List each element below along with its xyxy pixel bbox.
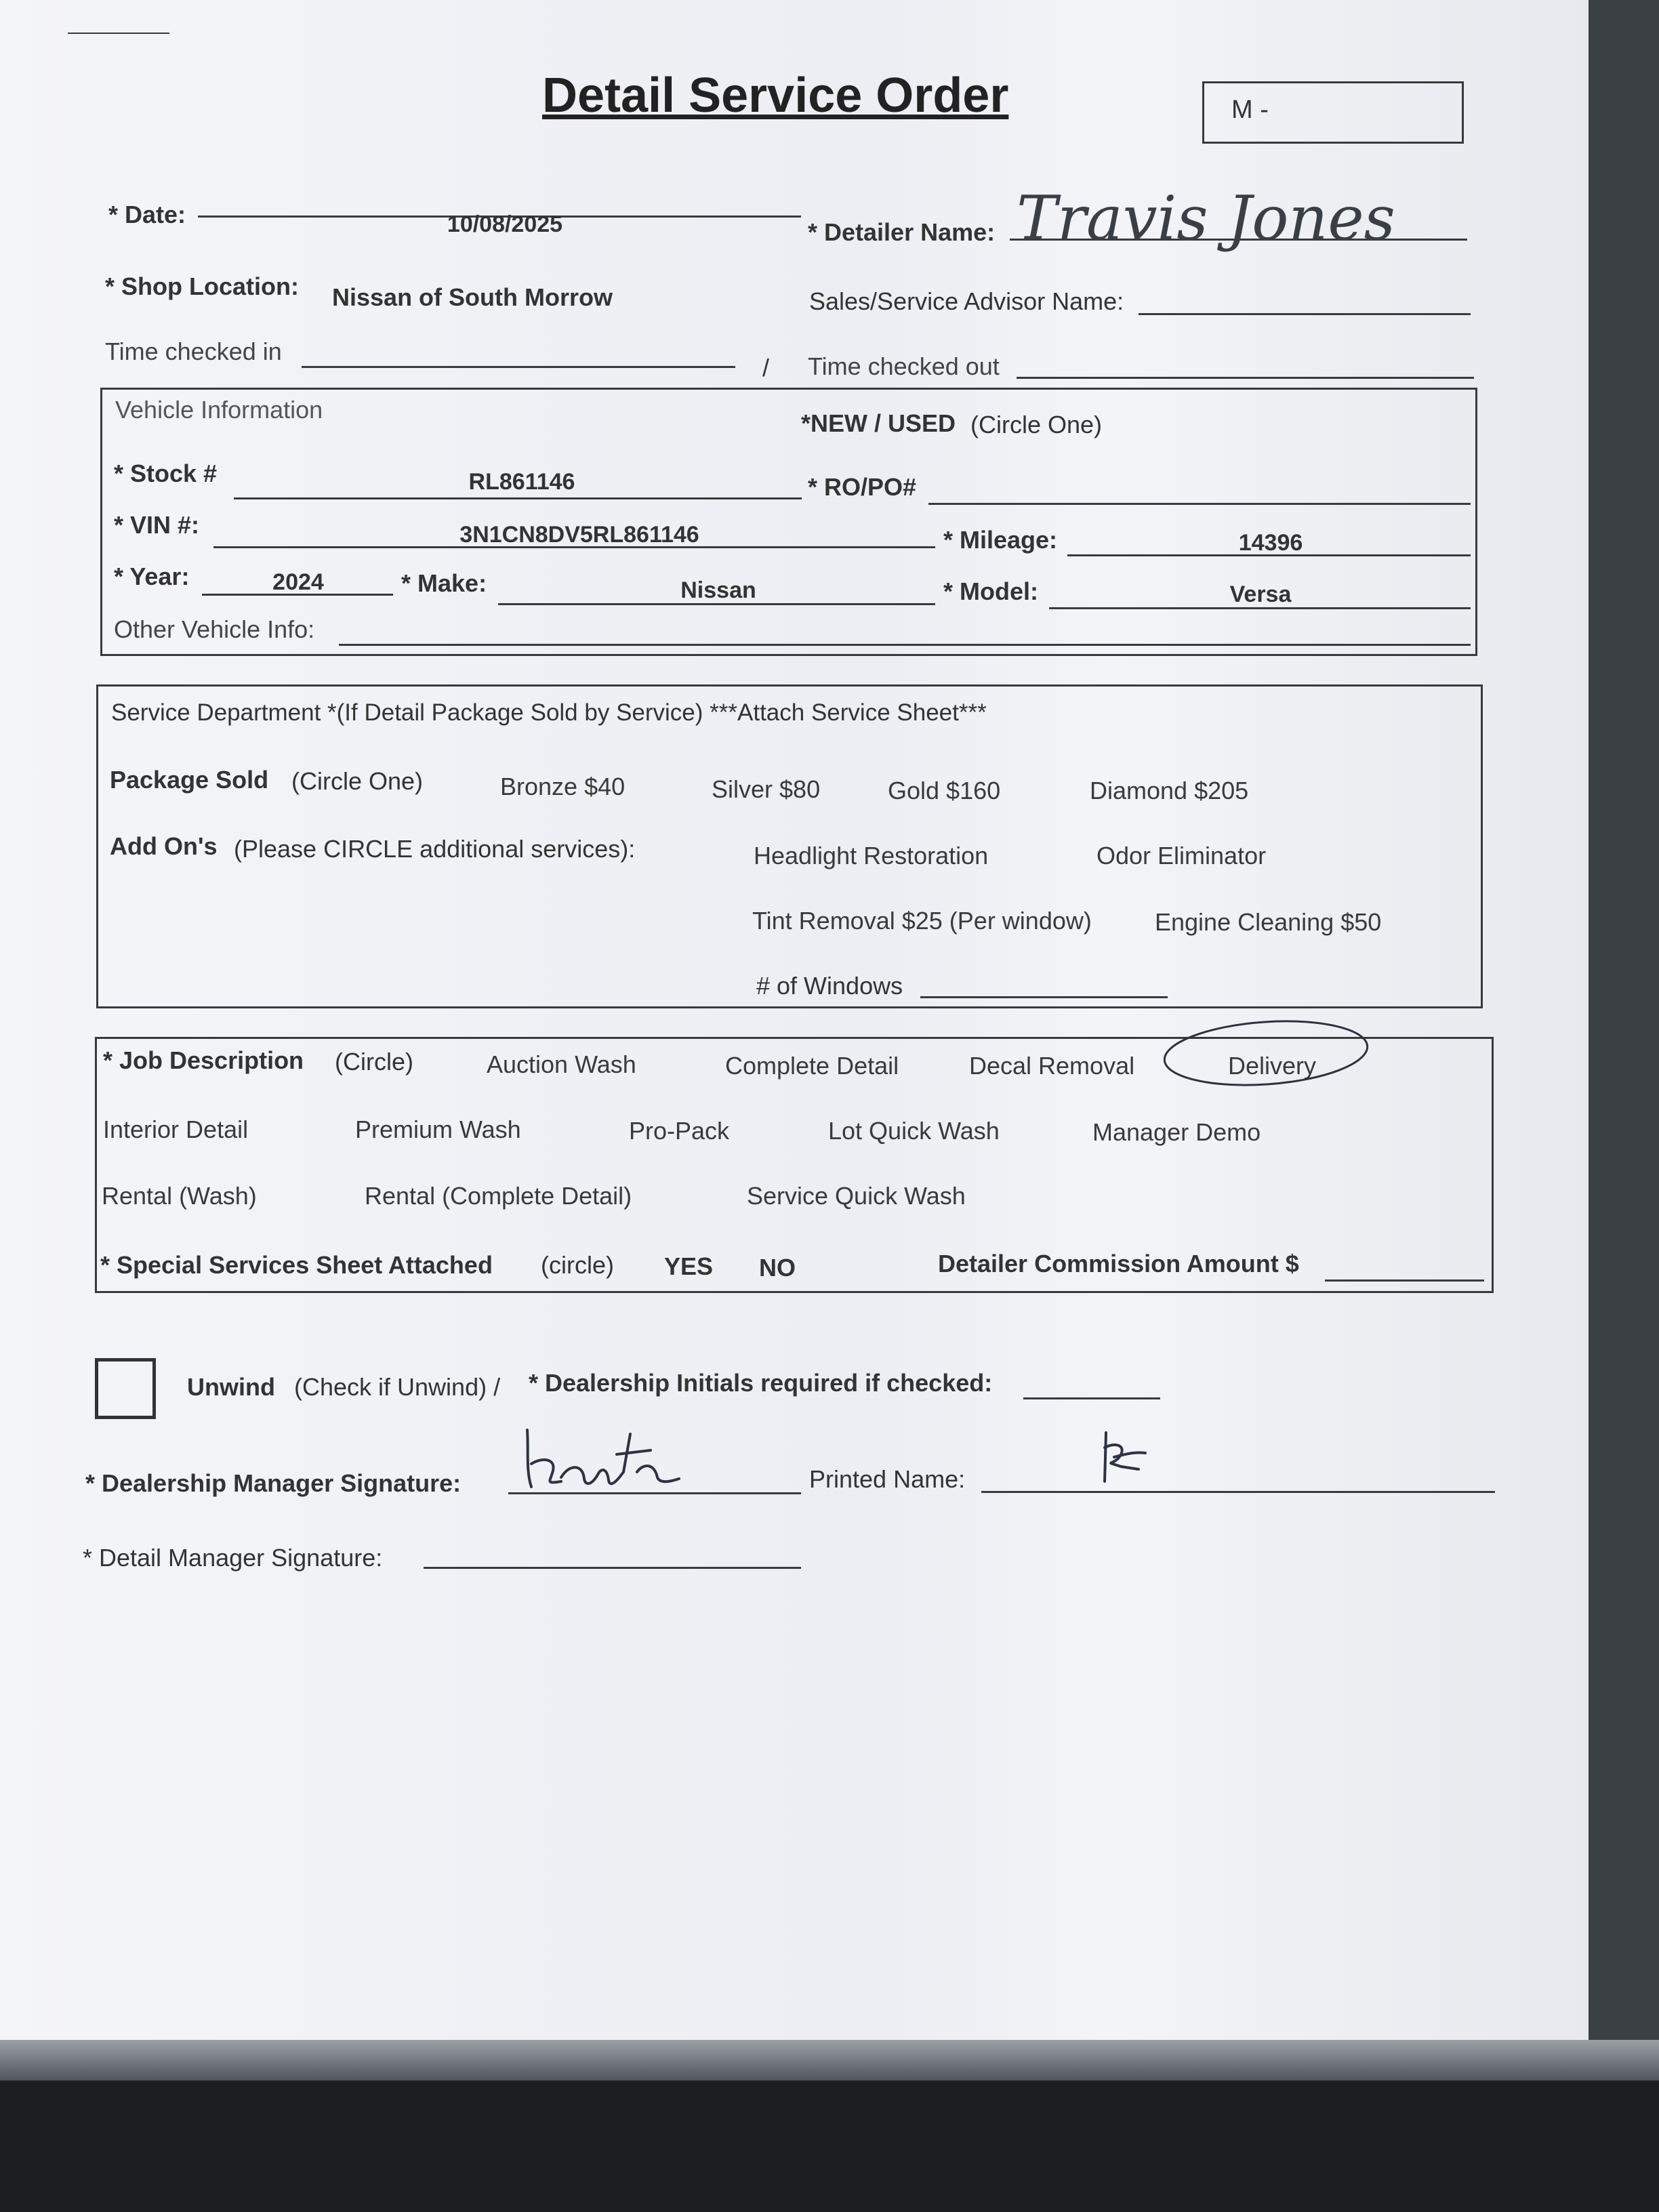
year-value[interactable]: 2024 — [272, 569, 324, 595]
vin-value[interactable]: 3N1CN8DV5RL861146 — [459, 522, 699, 548]
detail-manager-signature-line[interactable] — [424, 1567, 801, 1569]
time-in-label: Time checked in — [105, 337, 282, 365]
date-label: * Date: — [108, 201, 186, 228]
special-services-hint: (circle) — [541, 1251, 614, 1279]
time-out-label: Time checked out — [808, 352, 1000, 380]
commission-line[interactable] — [1325, 1279, 1484, 1282]
detail-manager-signature-label: * Detail Manager Signature: — [83, 1544, 383, 1572]
job-complete-detail[interactable]: Complete Detail — [725, 1052, 899, 1080]
stray-mark — [68, 33, 169, 34]
manager-signature-scribble — [522, 1416, 725, 1504]
dealership-manager-signature-label: * Dealership Manager Signature: — [85, 1469, 462, 1497]
package-sold-label: Package Sold — [110, 766, 269, 794]
job-decal-removal[interactable]: Decal Removal — [969, 1052, 1135, 1080]
shop-location-label: * Shop Location: — [105, 272, 299, 300]
model-label: * Model: — [943, 577, 1038, 605]
detailer-name-handwritten[interactable]: Travis Jones — [1017, 183, 1395, 254]
windows-count-line[interactable] — [920, 996, 1168, 998]
package-sold-hint: (Circle One) — [291, 767, 424, 795]
advisor-name-line[interactable] — [1139, 313, 1471, 315]
special-services-no[interactable]: NO — [759, 1254, 796, 1282]
advisor-name-label: Sales/Service Advisor Name: — [809, 287, 1124, 315]
new-used-hint: (Circle One) — [970, 411, 1103, 438]
commission-label: Detailer Commission Amount $ — [938, 1250, 1299, 1277]
job-service-quick-wash[interactable]: Service Quick Wash — [747, 1182, 966, 1210]
service-dept-heading: Service Department *(If Detail Package Sold by Service) ***Attach Service Sheet*** — [111, 699, 987, 726]
date-value[interactable]: 10/08/2025 — [447, 211, 563, 237]
addon-odor-eliminator[interactable]: Odor Eliminator — [1097, 842, 1267, 869]
package-diamond[interactable]: Diamond $205 — [1090, 777, 1249, 804]
job-delivery[interactable]: Delivery — [1228, 1052, 1317, 1080]
package-bronze[interactable]: Bronze $40 — [500, 773, 626, 800]
time-in-line[interactable] — [302, 366, 735, 368]
special-services-label: * Special Services Sheet Attached — [100, 1251, 493, 1279]
time-out-line[interactable] — [1017, 377, 1474, 379]
printed-name-initials-scribble — [1091, 1427, 1166, 1488]
dealership-initials-label: * Dealership Initials required if checked: — [529, 1369, 993, 1397]
addon-headlight-restoration[interactable]: Headlight Restoration — [754, 842, 989, 869]
ro-po-line[interactable] — [928, 503, 1471, 505]
job-manager-demo[interactable]: Manager Demo — [1092, 1118, 1261, 1146]
job-lot-quick-wash[interactable]: Lot Quick Wash — [828, 1117, 1000, 1145]
job-rental-wash[interactable]: Rental (Wash) — [102, 1182, 257, 1210]
dealership-initials-line[interactable] — [1023, 1397, 1160, 1399]
mileage-value[interactable]: 14396 — [1238, 530, 1303, 556]
job-description-label: * Job Description — [103, 1046, 304, 1074]
job-pro-pack[interactable]: Pro-Pack — [629, 1117, 730, 1145]
form-title: Detail Service Order — [542, 68, 1009, 123]
package-silver[interactable]: Silver $80 — [712, 775, 821, 803]
addon-tint-removal[interactable]: Tint Removal $25 (Per window) — [752, 907, 1092, 935]
job-rental-complete-detail[interactable]: Rental (Complete Detail) — [365, 1182, 632, 1210]
vehicle-info-label: Vehicle Information — [115, 396, 323, 424]
model-value[interactable]: Versa — [1229, 581, 1292, 607]
special-services-yes[interactable]: YES — [664, 1252, 714, 1280]
detailer-name-label: * Detailer Name: — [808, 218, 996, 246]
time-slash: / — [762, 354, 770, 382]
unwind-label: Unwind — [187, 1373, 275, 1401]
printed-name-label: Printed Name: — [809, 1465, 966, 1493]
make-label: * Make: — [401, 569, 487, 597]
windows-count-label: # of Windows — [756, 972, 903, 1000]
new-used-label: *NEW / USED — [801, 409, 956, 437]
stock-line — [234, 497, 802, 499]
stock-value[interactable]: RL861146 — [468, 469, 575, 495]
package-gold[interactable]: Gold $160 — [888, 777, 1001, 804]
year-label: * Year: — [114, 562, 190, 590]
add-ons-label: Add On's — [110, 832, 218, 860]
job-premium-wash[interactable]: Premium Wash — [355, 1115, 521, 1143]
order-number-box[interactable] — [1202, 81, 1464, 144]
add-ons-hint: (Please CIRCLE additional services): — [234, 835, 636, 863]
background-floor — [0, 2081, 1659, 2212]
job-description-hint: (Circle) — [335, 1048, 413, 1076]
stock-label: * Stock # — [114, 459, 218, 487]
clipboard-edge-right — [1589, 0, 1659, 2060]
clipboard-edge-bottom — [0, 2040, 1659, 2081]
job-interior-detail[interactable]: Interior Detail — [103, 1115, 249, 1143]
job-auction-wash[interactable]: Auction Wash — [487, 1050, 636, 1078]
delivery-circle-mark — [1152, 1015, 1382, 1103]
order-number-prefix: M - — [1231, 96, 1269, 124]
addon-engine-cleaning[interactable]: Engine Cleaning $50 — [1155, 908, 1382, 936]
printed-name-line[interactable] — [981, 1491, 1495, 1493]
make-value[interactable]: Nissan — [680, 577, 756, 603]
mileage-label: * Mileage: — [943, 526, 1058, 554]
unwind-hint: (Check if Unwind) / — [294, 1373, 501, 1401]
other-vehicle-info-line[interactable] — [339, 644, 1471, 646]
unwind-checkbox[interactable] — [95, 1358, 156, 1419]
other-vehicle-info-label: Other Vehicle Info: — [114, 615, 315, 643]
shop-location-value: Nissan of South Morrow — [332, 283, 613, 311]
ro-po-label: * RO/PO# — [808, 473, 917, 501]
vin-label: * VIN #: — [114, 511, 200, 539]
